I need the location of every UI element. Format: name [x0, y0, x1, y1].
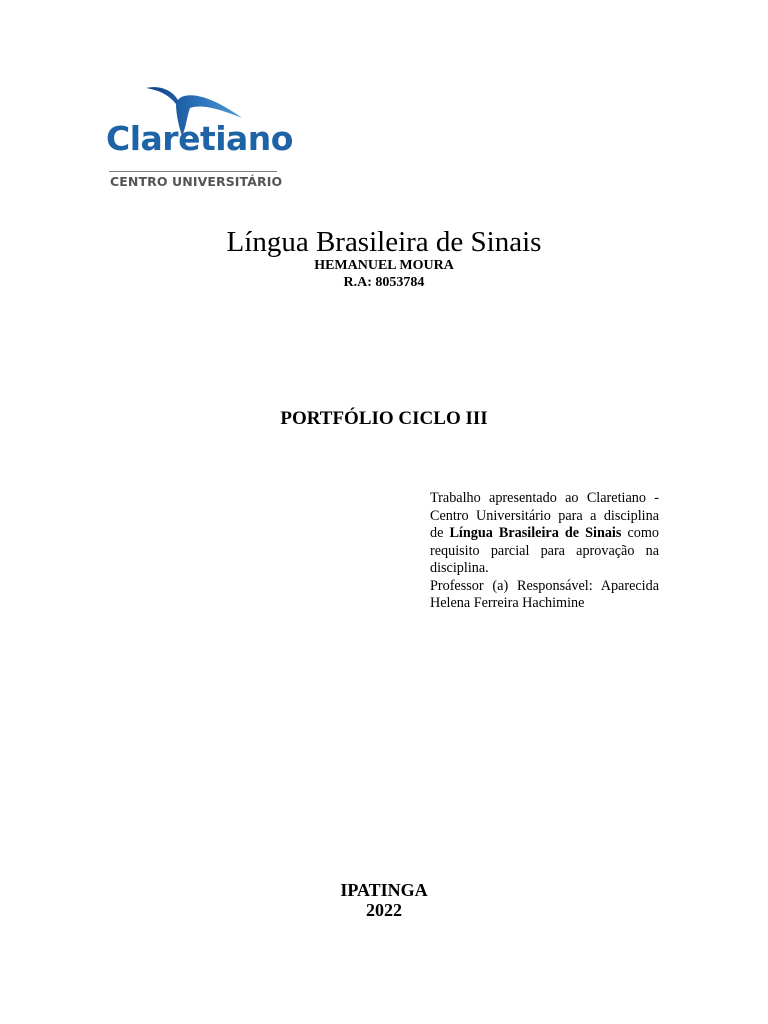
submission-note — [430, 490, 659, 613]
submission-outro: como requisito parcial para aprovação na disciplina. — [430, 525, 659, 576]
claretiano-logo — [106, 84, 293, 192]
year: 2022 — [366, 900, 402, 920]
student-ra: R.A: 8053784 — [343, 275, 425, 290]
professor-line: Professor (a) Responsável: Aparecida Helena Ferreira Hachimine — [430, 577, 659, 611]
discipline-name: Língua Brasileira de Sinais — [449, 525, 622, 541]
logo-wordmark: Claretiano — [106, 119, 293, 158]
city: IPATINGA — [340, 880, 428, 900]
submission-intro: Trabalho apresentado ao Claretiano - Centro Universitário para a disciplina de — [430, 490, 659, 541]
logo-divider — [109, 171, 277, 172]
author-name: HEMANUEL MOURA — [314, 258, 454, 273]
portfolio-heading: PORTFÓLIO CICLO III — [280, 408, 488, 429]
page-title: Língua Brasileira de Sinais — [226, 226, 542, 258]
logo-subtitle: CENTRO UNIVERSITÁRIO — [110, 174, 283, 189]
submission-text — [430, 490, 659, 578]
